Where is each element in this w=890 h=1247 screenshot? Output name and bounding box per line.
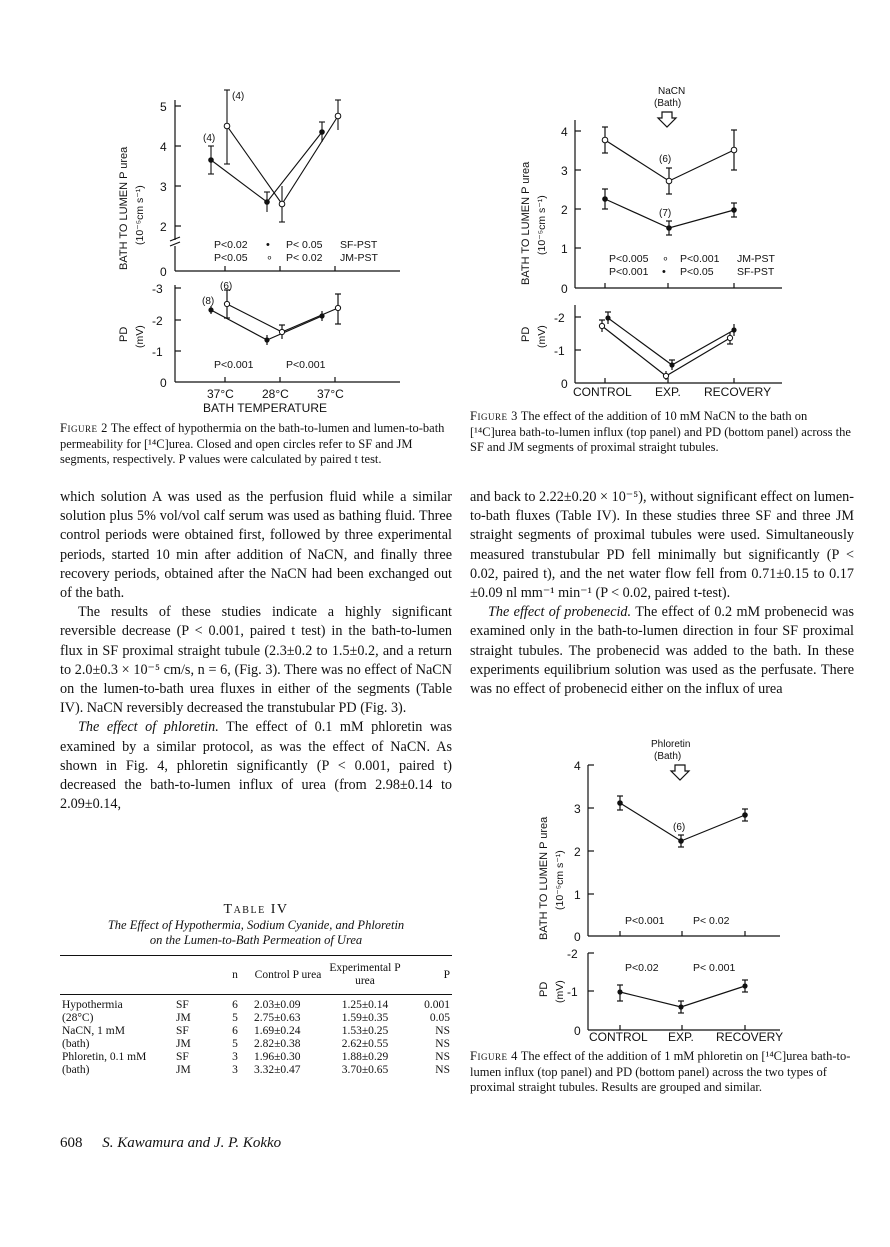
table-cell: Phloretin, 0.1 mM xyxy=(62,1051,147,1063)
fig2-x-tick: 37°C xyxy=(207,387,234,401)
fig2-stat: P<0.02 xyxy=(214,239,248,251)
fig2-stat: P<0.05 xyxy=(214,252,248,264)
table-cell: NS xyxy=(435,1038,450,1050)
fig4-stat: P< 0.02 xyxy=(693,915,730,927)
paragraph-heading: The effect of probenecid. xyxy=(488,604,632,621)
fig3-pd-sf-point xyxy=(731,327,736,332)
fig2-stat-symbol: • xyxy=(266,239,270,251)
fig3-bot-tick: -1 xyxy=(554,344,565,358)
fig2-pd-jm-point xyxy=(224,301,229,306)
fig4-top-tick: 3 xyxy=(574,802,581,816)
fig3-top-tick: 4 xyxy=(561,125,568,139)
table-cell: 0.05 xyxy=(429,1012,450,1024)
fig2-pd-sf-point xyxy=(319,313,324,318)
fig3-stat: P<0.001 xyxy=(609,266,649,278)
table-cell: (bath) xyxy=(62,1064,90,1076)
fig4-point xyxy=(742,812,748,818)
fig4-top-tick: 0 xyxy=(574,930,581,944)
fig2-x-tick: 37°C xyxy=(317,387,344,401)
paragraph: The results of these studies indicate a highly significant reversible decrease (P < 0.001, paired t test) in the bath-to-lumen flux in SF proximal straight tubule (2.3±0.2 to 1.5±0.2, and a return to 2.0±0.3 × 10⁻⁵ cm/s, n = 6, (Fig. 3). There was no effect of NaCN on the lumen-to-bath urea fluxes in either of the segments (Table IV). NaCN reversibly decreased the transtubular PD (Fig. 3). xyxy=(60,604,452,717)
fig3-x-tick: EXP. xyxy=(655,385,681,399)
table-cell: 1.69±0.24 xyxy=(254,1025,301,1037)
paragraph-heading: The effect of phloretin. xyxy=(78,719,219,736)
table-cell: JM xyxy=(176,1038,191,1050)
fig2-top-tick-4: 4 xyxy=(160,140,167,154)
running-authors: S. Kawamura and J. P. Kokko xyxy=(102,1135,282,1151)
fig2-yunit-bot: (mV) xyxy=(134,325,146,348)
paragraph: which solution A was used as the perfusion fluid while a similar solution plus 5% vol/vol calf serum was used as bathing fluid. Three control periods were obtained first, followed by three experimental periods, started 10 min after addition of NaCN, and finally three recovery periods, obtained after the NaCN had been exchanged out of the bath. xyxy=(60,489,452,602)
fig2-ylabel-bot: PD xyxy=(118,326,130,342)
table-cell: SF xyxy=(176,999,189,1011)
table-cell: SF xyxy=(176,1051,189,1063)
paragraph xyxy=(470,603,854,699)
fig3-x-tick: CONTROL xyxy=(573,385,632,399)
fig2-sf-point xyxy=(208,157,214,163)
table-cell: SF xyxy=(176,1025,189,1037)
fig3-pd-sf-point xyxy=(669,362,674,367)
table-row xyxy=(60,999,452,1012)
fig2-x-tick: 28°C xyxy=(262,387,289,401)
fig4-point xyxy=(678,838,684,844)
fig4-stat: P< 0.001 xyxy=(693,962,736,974)
fig4-treatment: (Bath) xyxy=(654,751,682,762)
fig3-sf-point xyxy=(731,207,737,213)
fig3-top-tick: 1 xyxy=(561,242,568,256)
table-cell: 2.75±0.63 xyxy=(254,1012,301,1024)
fig2-pd-sf-point xyxy=(264,337,269,342)
table-cell: 2.82±0.38 xyxy=(254,1038,301,1050)
table-cell: (bath) xyxy=(62,1038,90,1050)
table-cell: 1.96±0.30 xyxy=(254,1051,301,1063)
fig4-x-tick: RECOVERY xyxy=(716,1030,784,1044)
fig2-jm-point xyxy=(224,123,230,129)
fig2-stat: P< 0.05 xyxy=(286,239,323,251)
table-body xyxy=(60,999,452,1077)
fig4-pd-point xyxy=(678,1004,683,1009)
fig3-sf-point xyxy=(602,196,608,202)
caption-text: The effect of the addition of 1 mM phloretin on [¹⁴C]urea bath-to-lumen influx (top panel) and PD (bottom panel) across the two types of proximal straight tubules. Results are grouped and similar. xyxy=(470,1049,851,1094)
fig4-bot-tick: -1 xyxy=(567,985,578,999)
fig2-xlabel: BATH TEMPERATURE xyxy=(203,401,328,415)
table-row xyxy=(60,1051,452,1064)
page-footer xyxy=(60,1135,281,1152)
fig3-yunit-bot: (mV) xyxy=(536,325,548,348)
table-header-row xyxy=(60,962,452,988)
figure-4 xyxy=(530,735,820,1045)
fig4-yunit-bot: (mV) xyxy=(554,980,566,1003)
table-cell: 6 xyxy=(232,1025,238,1037)
down-arrow-icon xyxy=(658,112,676,127)
table-iv xyxy=(60,902,452,1077)
table-row xyxy=(60,1025,452,1038)
table-cell: 3.32±0.47 xyxy=(254,1064,301,1076)
fig3-stat-seg: JM-PST xyxy=(737,253,775,265)
fig3-stat: P<0.005 xyxy=(609,253,649,265)
caption-label: Figure 3 xyxy=(470,409,518,423)
header-cell: Experimental P urea xyxy=(329,962,401,987)
fig3-stat-seg: SF-PST xyxy=(737,266,775,278)
fig2-top-tick-3: 3 xyxy=(160,180,167,194)
table xyxy=(60,962,452,988)
fig4-n-label: (6) xyxy=(673,822,686,833)
caption-label: Figure 4 xyxy=(470,1049,518,1063)
table-cell: 5 xyxy=(232,1012,238,1024)
figure-2-caption xyxy=(60,421,452,468)
fig3-pd-jm-point xyxy=(727,335,732,340)
table-row xyxy=(60,1012,452,1025)
fig2-jm-point xyxy=(335,113,341,119)
fig3-pd-sf-point xyxy=(605,315,610,320)
table-cell: JM xyxy=(176,1064,191,1076)
fig4-top-tick: 4 xyxy=(574,759,581,773)
fig3-pd-jm-point xyxy=(663,373,668,378)
fig2-top-tick-2: 2 xyxy=(160,220,167,234)
fig3-jm-point xyxy=(602,137,608,143)
fig3-treatment: (Bath) xyxy=(654,98,682,109)
left-column-text xyxy=(60,488,452,814)
fig2-stat: P< 0.02 xyxy=(286,252,323,264)
fig3-pd-jm-point xyxy=(599,323,604,328)
fig3-bot-tick: 0 xyxy=(561,377,568,391)
table-cell: 3.70±0.65 xyxy=(341,1064,389,1076)
table-cell: NS xyxy=(435,1064,450,1076)
figure-3 xyxy=(512,80,812,400)
fig3-ylabel-bot: PD xyxy=(520,326,532,342)
fig4-stat: P<0.001 xyxy=(625,915,665,927)
fig2-n-label: (4) xyxy=(232,91,245,102)
table-cell: 1.88±0.29 xyxy=(341,1051,389,1063)
fig2-n-label: (4) xyxy=(203,133,216,144)
fig3-n-label: (6) xyxy=(659,154,672,165)
fig2-pd-jm-point xyxy=(335,305,340,310)
figure-3-caption xyxy=(470,409,854,456)
header-cell xyxy=(60,962,174,988)
table-cell: 2.62±0.55 xyxy=(341,1038,389,1050)
fig3-jm-point xyxy=(666,178,672,184)
fig4-stat: P<0.02 xyxy=(625,962,659,974)
header-cell xyxy=(174,962,218,988)
fig2-stat-symbol: ∘ xyxy=(266,252,273,264)
fig4-bot-tick: -2 xyxy=(567,947,578,961)
fig4-bot-tick: 0 xyxy=(574,1024,581,1038)
header-cell: n xyxy=(232,968,238,981)
fig2-sf-point xyxy=(264,199,270,205)
fig2-yunit-top: (10⁻⁵cm s⁻¹) xyxy=(134,185,146,245)
fig3-stat: P<0.001 xyxy=(680,253,720,265)
table-cell: 2.03±0.09 xyxy=(254,999,301,1011)
fig3-yunit-top: (10⁻⁵cm s⁻¹) xyxy=(536,195,548,255)
fig2-n-label: (6) xyxy=(220,281,233,292)
table-cell: 0.001 xyxy=(424,999,450,1011)
header-cell: P xyxy=(443,968,450,981)
fig2-ylabel-top: BATH TO LUMEN P urea xyxy=(118,146,130,270)
fig3-treatment: NaCN xyxy=(658,86,686,97)
paragraph-body: The effect of 0.1 mM phloretin was examined by a similar protocol, as was the effect of NaCN. As shown in Fig. 4, phloretin significantly (P < 0.001, paired t) decreased the bath-to-lumen influx of urea (from 2.98±0.14 to 2.09±0.14, xyxy=(60,719,452,813)
paragraph: and back to 2.22±0.20 × 10⁻⁵), without significant effect on lumen-to-bath fluxes (Table IV). In these studies three SF and three JM straight segments of proximal tubules were used. Simultaneously measured transtubular PD fell minimally but significantly (P < 0.02, paired t), and the net water flow fell from 0.71±0.15 to 0.17 ±0.09 nl mm⁻¹ min⁻¹ (P < 0.02, paired t-test). xyxy=(470,489,854,602)
table-subtitle: The Effect of Hypothermia, Sodium Cyanide, and Phloretin xyxy=(107,918,405,932)
fig3-bot-tick: -2 xyxy=(554,311,565,325)
fig4-top-tick: 1 xyxy=(574,888,581,902)
table-cell: Hypothermia xyxy=(62,999,123,1011)
fig2-pd-sf-point xyxy=(208,307,213,312)
paragraph-body: The effect of 0.2 mM probenecid was examined only in the bath-to-lumen direction in four SF proximal straight tubules. The probenecid was added to the bath. In these experiments equilibrium solution was used as the perfusate. There was no effect of probenecid either on the influx of urea xyxy=(470,604,854,698)
fig4-ylabel-top: BATH TO LUMEN P urea xyxy=(538,816,550,940)
caption-text: The effect of hypothermia on the bath-to-lumen and lumen-to-bath permeability for [¹⁴C]urea. Closed and open circles refer to SF and JM segments, respectively. P values were calculated by paired t test. xyxy=(60,421,445,466)
fig3-top-tick: 2 xyxy=(561,203,568,217)
figure-2 xyxy=(110,80,420,420)
fig3-jm-point xyxy=(731,147,737,153)
fig2-bot-tick: -3 xyxy=(152,282,163,296)
fig2-top-tick-0: 0 xyxy=(160,265,167,279)
fig3-n-label: (7) xyxy=(659,208,672,219)
fig2-stat-seg: JM-PST xyxy=(340,252,378,264)
fig3-stat-symbol: • xyxy=(662,266,666,278)
fig4-pd-point xyxy=(742,983,747,988)
fig2-stat-seg: SF-PST xyxy=(340,239,378,251)
figure-4-caption xyxy=(470,1049,854,1096)
fig4-x-tick: CONTROL xyxy=(589,1030,648,1044)
fig3-stat-symbol: ∘ xyxy=(662,253,669,265)
table-cell: 1.25±0.14 xyxy=(341,999,389,1011)
fig3-stat: P<0.05 xyxy=(680,266,714,278)
table-title: Table IV xyxy=(223,902,289,917)
fig3-ylabel-top: BATH TO LUMEN P urea xyxy=(520,161,532,285)
fig4-x-tick: EXP. xyxy=(668,1030,694,1044)
fig3-top-tick: 3 xyxy=(561,164,568,178)
table-cell: NS xyxy=(435,1051,450,1063)
fig4-top-tick: 2 xyxy=(574,845,581,859)
table-cell: (28°C) xyxy=(62,1012,94,1024)
table-subtitle: on the Lumen-to-Bath Permeation of Urea xyxy=(149,933,363,947)
table-cell: NS xyxy=(435,1025,450,1037)
right-column-text xyxy=(470,488,854,699)
table-row xyxy=(60,1064,452,1077)
header-cell: Control P urea xyxy=(254,968,322,981)
fig2-stat: P<0.001 xyxy=(286,359,326,371)
fig3-sf-point xyxy=(666,225,672,231)
table-cell: 3 xyxy=(232,1064,238,1076)
table-cell: NaCN, 1 mM xyxy=(62,1025,125,1037)
fig4-pd-point xyxy=(617,989,622,994)
table-cell: 5 xyxy=(232,1038,238,1050)
caption-label: Figure 2 xyxy=(60,421,108,435)
fig2-jm-point xyxy=(279,201,285,207)
fig2-pd-jm-point xyxy=(279,329,284,334)
down-arrow-icon xyxy=(671,765,689,780)
caption-text: The effect of the addition of 10 mM NaCN to the bath on [¹⁴C]urea bath-to-lumen influx (top panel) and PD (bottom panel) across the SF and JM segments of proximal straight tubules. xyxy=(470,409,851,454)
fig3-top-tick: 0 xyxy=(561,282,568,296)
fig3-x-tick: RECOVERY xyxy=(704,385,772,399)
table-cell: 1.59±0.35 xyxy=(341,1012,389,1024)
table-cell: 6 xyxy=(232,999,238,1011)
table-cell: 1.53±0.25 xyxy=(341,1025,389,1037)
fig2-top-tick-5: 5 xyxy=(160,100,167,114)
table-row xyxy=(60,1038,452,1051)
fig4-yunit-top: (10⁻⁵cm s⁻¹) xyxy=(554,850,566,910)
fig4-treatment: Phloretin xyxy=(651,739,691,750)
fig2-bot-tick: 0 xyxy=(160,376,167,390)
table-cell: 3 xyxy=(232,1051,238,1063)
fig2-n-label: (8) xyxy=(202,296,215,307)
fig2-bot-tick: -1 xyxy=(152,345,163,359)
fig2-sf-point xyxy=(319,129,325,135)
fig4-point xyxy=(617,800,623,806)
paragraph xyxy=(60,718,452,814)
fig2-bot-tick: -2 xyxy=(152,314,163,328)
fig2-stat: P<0.001 xyxy=(214,359,254,371)
fig4-ylabel-bot: PD xyxy=(538,981,550,997)
page-number: 608 xyxy=(60,1135,83,1151)
table-cell: JM xyxy=(176,1012,191,1024)
